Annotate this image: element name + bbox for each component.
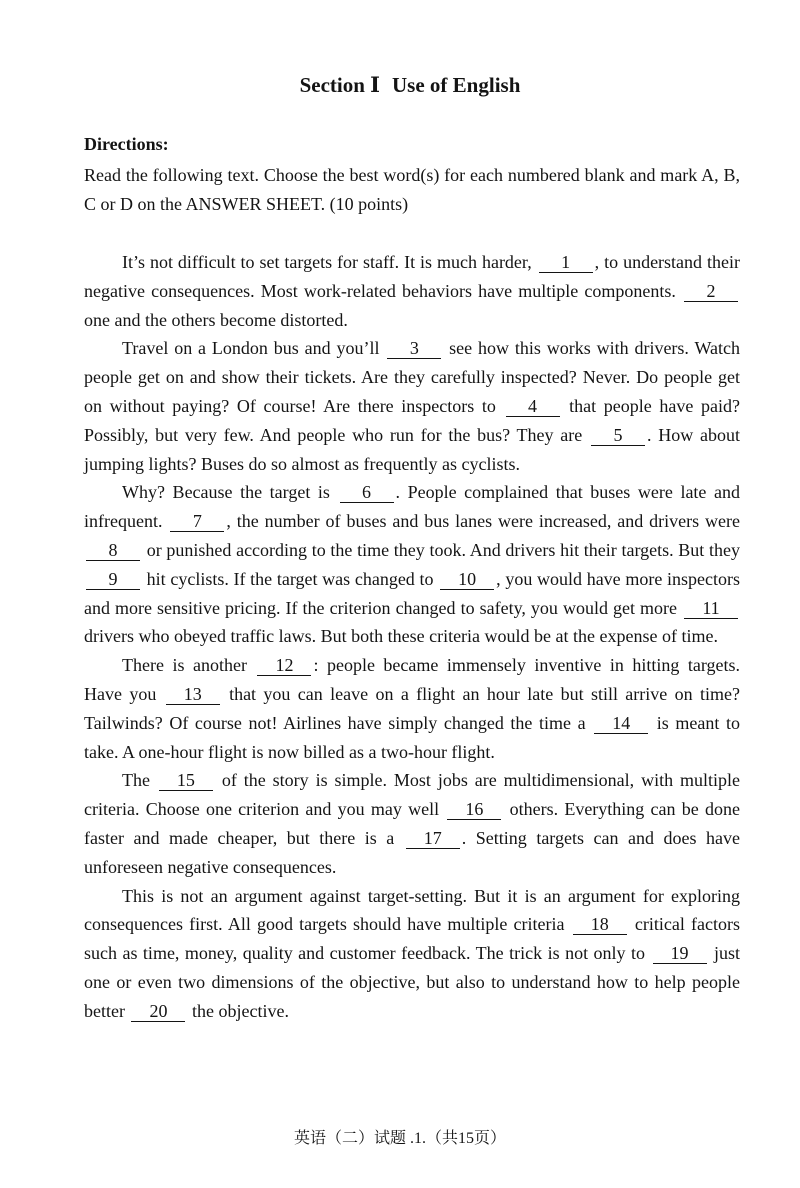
passage-text: hit cyclists. If the target was changed to (142, 568, 439, 589)
passage-text: or punished according to the time they took. And drivers hit their targets. But they (142, 539, 740, 560)
blank-13: 13 (166, 685, 220, 705)
cloze-passage (84, 248, 740, 1026)
blank-14: 14 (594, 714, 648, 734)
passage-paragraph (84, 334, 740, 478)
blank-15: 15 (159, 771, 213, 791)
passage-text: : people became immensely inventive in hitting targets. Have you (84, 655, 740, 704)
passage-text: the objective. (187, 1000, 289, 1021)
blank-9: 9 (86, 570, 140, 590)
passage-text: that people have paid? Possibly, but very few. And people who run for the bus? They are (84, 395, 740, 445)
passage-text: is meant to take. A one-hour flight is now billed as a two-hour flight. (84, 712, 740, 762)
passage-text: It’s not difficult to set targets for staff. It is much harder, (122, 252, 537, 272)
passage-text: . Setting targets can and does have unforeseen negative consequences. (84, 827, 740, 877)
section-title (0, 72, 800, 98)
passage-text: Why? Because the target is (122, 482, 338, 503)
blank-17: 17 (406, 829, 460, 849)
blank-11: 11 (684, 599, 738, 619)
section-name: Use of English (392, 73, 521, 97)
passage-text: others. Everything can be done faster and made cheaper, but there is a (84, 799, 740, 848)
section-number: Section Ⅰ (299, 73, 381, 97)
blank-20: 20 (131, 1002, 185, 1022)
blank-19: 19 (653, 944, 707, 964)
passage-text: The (122, 770, 157, 791)
page-footer: 英语（二）试题 .1.（共15页） (293, 1130, 506, 1147)
passage-text: that you can leave on a flight an hour late but still arrive on time? Tailwinds? Of course not! Airlines have simply changed the time a (84, 683, 740, 733)
passage-text: drivers who obeyed traffic laws. But both these criteria would be at the expense of time. (84, 626, 718, 647)
blank-5: 5 (591, 426, 645, 446)
passage-text: Travel on a London bus and you’ll (122, 338, 386, 359)
blank-8: 8 (86, 541, 140, 561)
directions-heading: Directions: (84, 134, 169, 154)
blank-7: 7 (170, 512, 224, 532)
passage-text: . People complained that buses were late and infrequent. (84, 482, 740, 532)
blank-1: 1 (539, 253, 593, 273)
passage-text: critical factors such as time, money, quality and customer feedback. The trick is not only to (84, 914, 740, 964)
passage-text: , the number of buses and bus lanes were increased, and drivers were (226, 511, 740, 532)
passage-paragraph (84, 478, 740, 651)
passage-paragraph (84, 248, 740, 334)
blank-12: 12 (257, 656, 311, 676)
passage-text: This is not an argument against target-setting. But it is an argument for exploring consequences first. All good targets should have multiple criteria (84, 885, 740, 935)
passage-text: , to understand their negative consequences. Most work-related behaviors have multiple components. (84, 252, 740, 301)
passage-paragraph (84, 766, 740, 881)
passage-text: of the story is simple. Most jobs are multidimensional, with multiple criteria. Choose one criterion and you may well (84, 770, 740, 820)
passage-text: . How about jumping lights? Buses do so almost as frequently as cyclists. (84, 424, 740, 474)
passage-text: There is another (122, 655, 256, 676)
passage-paragraph (84, 882, 740, 1026)
blank-2: 2 (684, 282, 738, 302)
blank-18: 18 (573, 915, 627, 935)
passage-text: just one or even two dimensions of the objective, but also to understand how to help people better (84, 943, 740, 1021)
passage-paragraph (84, 651, 740, 766)
directions-text: Read the following text. Choose the best word(s) for each numbered blank and mark A, B, C or D on the ANSWER SHEET. (10 points) (84, 165, 740, 214)
passage-text: one and the others become distorted. (84, 309, 348, 330)
blank-16: 16 (447, 800, 501, 820)
blank-6: 6 (340, 483, 394, 503)
blank-10: 10 (440, 570, 494, 590)
passage-text: , you would have more inspectors and more sensitive pricing. If the criterion changed to safety, you would get more (84, 568, 740, 618)
blank-3: 3 (387, 339, 441, 359)
blank-4: 4 (506, 397, 560, 417)
passage-text: see how this works with drivers. Watch people get on and show their tickets. Are they carefully inspected? Never. Do people get on without paying? Of course! Are there inspectors to (84, 338, 740, 416)
